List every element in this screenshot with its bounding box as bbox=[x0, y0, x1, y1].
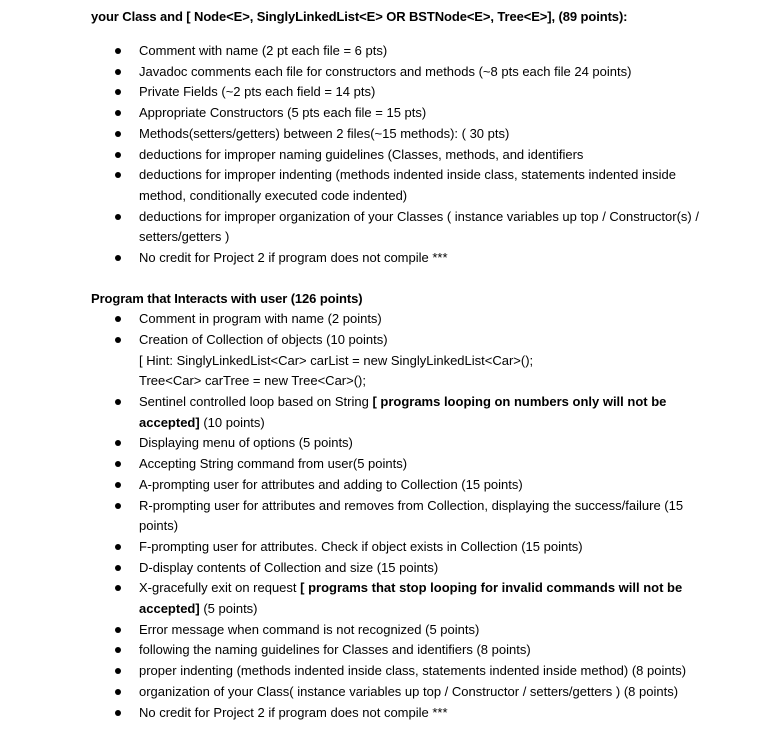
bullet-icon bbox=[115, 69, 121, 75]
section2-heading: Program that Interacts with user (126 points) bbox=[91, 291, 363, 306]
hint-line: [ Hint: SinglyLinkedList<Car> carList = new SinglyLinkedList<Car>(); bbox=[139, 353, 534, 368]
bullet-icon bbox=[115, 440, 121, 446]
bullet-icon bbox=[115, 461, 121, 467]
bullet-icon bbox=[115, 48, 121, 54]
list-item: D-display contents of Collection and size (15 points) bbox=[0, 558, 780, 579]
list-item: deductions for improper indenting (methods indented inside class, statements indented inside method, conditionally executed code indented) bbox=[0, 165, 780, 206]
list-item: Appropriate Constructors (5 pts each file = 15 pts) bbox=[0, 103, 780, 124]
bullet-icon bbox=[115, 172, 121, 178]
list-item: Javadoc comments each file for constructors and methods (~8 pts each file 24 points) bbox=[0, 62, 780, 83]
bullet-icon bbox=[115, 214, 121, 220]
exit-emphasis: [ programs that stop looping for invalid commands will not be accepted] bbox=[139, 580, 683, 617]
bullet-icon bbox=[115, 110, 121, 116]
section2-list-a bbox=[0, 309, 780, 350]
section2-list-b bbox=[0, 392, 780, 723]
bullet-icon bbox=[115, 399, 121, 405]
list-item-sentinel: Sentinel controlled loop based on String [ programs looping on numbers only will not be accepted] (10 points) bbox=[0, 392, 780, 433]
bullet-icon bbox=[115, 627, 121, 633]
section1-list bbox=[0, 41, 780, 269]
bullet-icon bbox=[115, 503, 121, 509]
bullet-icon bbox=[115, 89, 121, 95]
list-item: deductions for improper organization of your Classes ( instance variables up top / Constructor(s) / setters/getters ) bbox=[0, 207, 780, 248]
bullet-icon bbox=[115, 482, 121, 488]
bullet-icon bbox=[115, 710, 121, 716]
bullet-icon bbox=[115, 647, 121, 653]
list-item: organization of your Class( instance variables up top / Constructor / setters/getters ) (8 points) bbox=[0, 682, 780, 703]
bullet-icon bbox=[115, 668, 121, 674]
bullet-icon bbox=[115, 255, 121, 261]
list-item: Displaying menu of options (5 points) bbox=[0, 433, 780, 454]
sentinel-emphasis: [ programs looping on numbers only will not be accepted] bbox=[139, 394, 667, 430]
list-item: Comment in program with name (2 points) bbox=[0, 309, 780, 330]
list-item: Methods(setters/getters) between 2 files(~15 methods): ( 30 pts) bbox=[0, 124, 780, 145]
bullet-icon bbox=[115, 585, 121, 591]
list-item: Accepting String command from user(5 points) bbox=[0, 454, 780, 475]
bullet-icon bbox=[115, 316, 121, 322]
bullet-icon bbox=[115, 565, 121, 571]
list-item: A-prompting user for attributes and adding to Collection (15 points) bbox=[0, 475, 780, 496]
list-item: Creation of Collection of objects (10 points) bbox=[0, 330, 780, 351]
list-item: F-prompting user for attributes. Check if object exists in Collection (15 points) bbox=[0, 537, 780, 558]
list-item: No credit for Project 2 if program does not compile *** bbox=[0, 703, 780, 724]
list-item: deductions for improper naming guidelines (Classes, methods, and identifiers bbox=[0, 145, 780, 166]
list-item: Private Fields (~2 pts each field = 14 pts) bbox=[0, 82, 780, 103]
bullet-icon bbox=[115, 131, 121, 137]
bullet-icon bbox=[115, 152, 121, 158]
list-item: following the naming guidelines for Classes and identifiers (8 points) bbox=[0, 640, 780, 661]
bullet-icon bbox=[115, 337, 121, 343]
hint-line: Tree<Car> carTree = new Tree<Car>(); bbox=[139, 373, 366, 388]
list-item: R-prompting user for attributes and removes from Collection, displaying the success/failure (15 points) bbox=[0, 496, 780, 537]
bullet-icon bbox=[115, 689, 121, 695]
list-item-exit: X-gracefully exit on request [ programs that stop looping for invalid commands will not be accepted] (5 points) bbox=[0, 578, 780, 619]
list-item: No credit for Project 2 if program does not compile *** bbox=[0, 248, 780, 269]
list-item: Comment with name (2 pt each file = 6 pts) bbox=[0, 41, 780, 62]
list-item: proper indenting (methods indented inside class, statements indented inside method) (8 points) bbox=[0, 661, 780, 682]
bullet-icon bbox=[115, 544, 121, 550]
list-item: Error message when command is not recognized (5 points) bbox=[0, 620, 780, 641]
section1-heading: your Class and [ Node<E>, SinglyLinkedList<E> OR BSTNode<E>, Tree<E>], (89 points): bbox=[91, 9, 628, 24]
